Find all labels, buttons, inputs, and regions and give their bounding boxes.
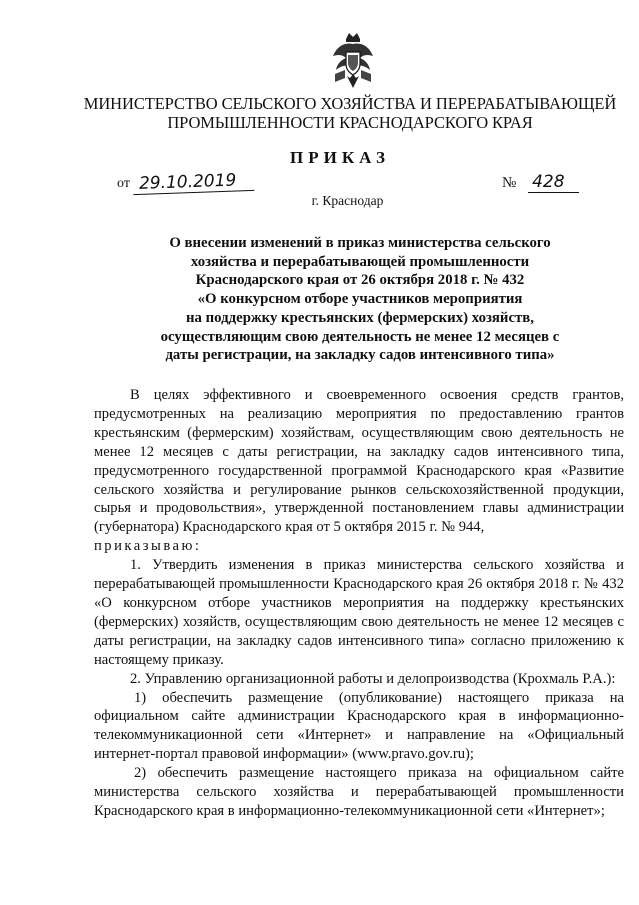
ministry-name [60,94,639,132]
title-line: «О конкурсном отборе участников мероприятия [197,291,523,308]
item-1-paragraph: 1. Утвердить изменения в приказ министерства сельского хозяйства и перерабатывающей промышленности Краснодарского края 26 октября 2018 г. № 432 «О конкурсном отборе участников мероприятия на поддержку крестьянских (фермерских) хозяйств, осуществляющим свою деятельность не менее 12 месяцев с даты регистрации, на закладку садов интенсивного типа» согласно приложению к настоящему приказу. [94,557,624,668]
item-2-paragraph: 2. Управлению организационной работы и делопроизводства (Крохмаль Р.А.): [130,670,616,687]
title-line: Краснодарского края от 26 октября 2018 г. № 432 [195,272,525,289]
title-line: хозяйства и перерабатывающей промышленности [190,253,530,270]
ministry-line-2: ПРОМЫШЛЕННОСТИ КРАСНОДАРСКОГО КРАЯ [167,113,533,132]
date-prefix: от [117,176,130,191]
orders-phrase: приказываю: [94,538,202,555]
ministry-line-1: МИНИСТЕРСТВО СЕЛЬСКОГО ХОЗЯЙСТВА И ПЕРЕРАБАТЫВАЮЩЕЙ [83,94,617,113]
number-field [502,172,579,193]
order-body [94,386,624,821]
preamble-paragraph: В целях эффективного и своевременного освоения средств грантов, предусмотренных на реализацию мероприятия по предоставлению грантов крестьянским (фермерским) хозяйствам, осуществляющим свою деятельность не менее 12 месяцев с даты регистрации, на закладку садов интенсивного типа, предусмотренного государственной программой Краснодарского края «Развитие сельского хозяйства и регулирование рынков сельскохозяйственной продукции, сырья и продовольствия», утвержденной постановлением главы администрации (губернатора) Краснодарского края от 5 октября 2015 г. № 944, [94,387,624,536]
item-2-2-paragraph: 2) обеспечить размещение настоящего приказа на официальном сайте министерства сельского хозяйства и перерабатывающей промышленности Краснодарского края в информационно-телекоммуникационной сети «Интернет»; [94,765,624,819]
coat-of-arms-emblem [331,30,375,90]
document-type-heading: ПРИКАЗ [290,148,390,167]
date-value-handwritten: 29.10.2019 [133,170,255,195]
city-label: г. Краснодар [311,193,384,208]
title-line: осуществляющим свою деятельность не менее 12 месяцев с [160,328,560,345]
number-value-handwritten: 428 [528,172,578,193]
title-line: даты регистрации, на закладку садов интенсивного типа» [165,347,555,364]
title-line: О внесении изменений в приказ министерства сельского [169,235,551,251]
number-prefix: № [502,175,517,191]
item-2-1-paragraph: 1) обеспечить размещение (опубликование) настоящего приказа на официальном сайте администрации Краснодарского края в информационно-телекоммуникационной сети «Интернет» и направление на «Официальный интернет-портал правовой информации» (www.pravo.gov.ru); [94,689,624,763]
order-title [140,234,580,365]
date-field [117,172,255,193]
title-line: на поддержку крестьянских (фермерских) хозяйств, [186,309,534,326]
